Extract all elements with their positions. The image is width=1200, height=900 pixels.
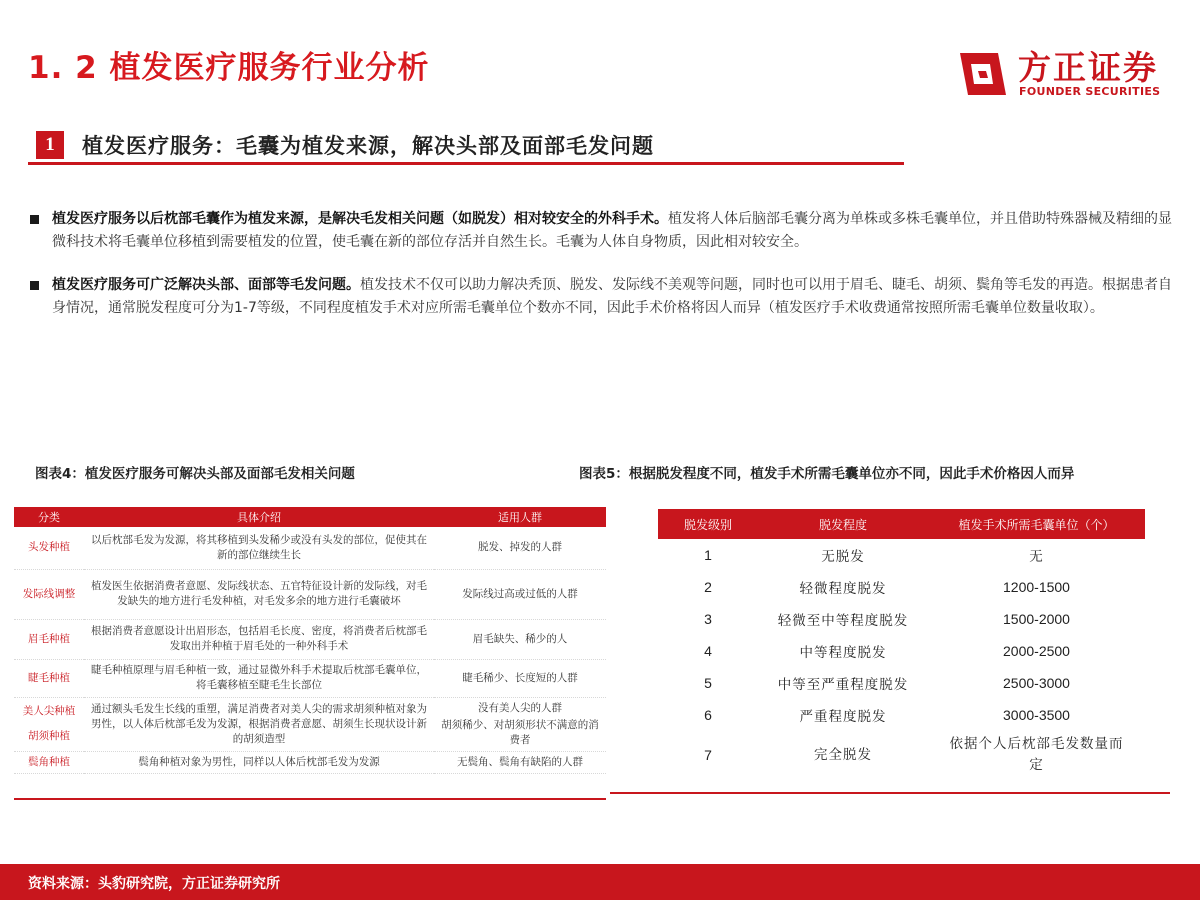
category-cell: 头发种植 (14, 527, 84, 569)
table-header-cell: 植发手术所需毛囊单位（个） (928, 509, 1145, 539)
level-cell: 2 (704, 579, 712, 595)
units-cell: 1200-1500 (1003, 579, 1070, 595)
intro-cell: 植发医生依据消费者意愿、发际线状态、五官特征设计新的发际线，对毛发缺失的地方进行毛发种植，对毛发多余的地方进行毛囊破坏 (84, 569, 434, 619)
category-cell: 睫毛种植 (14, 659, 84, 697)
table-row (658, 667, 1145, 699)
page-title: 1. 2 植发医疗服务行业分析 (28, 50, 430, 86)
table-header-row (14, 507, 606, 527)
logo-chinese-name: 方正证券 (1018, 48, 1158, 87)
degree-cell: 无脱发 (821, 549, 865, 565)
intro-cell: 通过额头毛发生长线的重塑，满足消费者对美人尖的需求胡须种植对象为男性，以人体后枕部毛发为发源，根据消费者意愿、胡须生长现状设计新的胡须造型 (84, 697, 434, 751)
figure4-bottom-rule (14, 798, 606, 800)
audience-cell: 发际线过高或过低的人群 (434, 569, 606, 619)
units-cell: 2000-2500 (1003, 643, 1070, 659)
audience-cell: 脱发、掉发的人群 (434, 527, 606, 569)
units-cell: 1500-2000 (1003, 611, 1070, 627)
table-row (658, 731, 1145, 779)
table-header-cell: 脱发级别 (658, 509, 758, 539)
units-cell: 依据个人后枕部毛发数量而定 (949, 736, 1124, 773)
founder-logo-icon (958, 47, 1008, 95)
degree-cell: 轻微程度脱发 (799, 581, 887, 597)
logo-english-name: FOUNDER SECURITIES (1019, 85, 1161, 98)
table-row (658, 603, 1145, 635)
bullet-body: 植发技术不仅可以助力解决秃顶、脱发、发际线不美观等问题，同时也可以用于眉毛、睫毛、胡须、鬓角等毛发的再造。根据患者自身情况，通常脱发程度可分为1-7等级，不同程度植发手术对应所需毛囊单位个数亦不同，因此手术价格将因人而异（植发医疗手术收费通常按照所需毛囊单位数量收取）。 (52, 277, 1172, 316)
footer-bar (0, 864, 1200, 900)
level-cell: 5 (704, 675, 712, 691)
audience-cell (434, 697, 606, 751)
audience-cell: 眉毛缺失、稀少的人 (434, 619, 606, 659)
table-header-row (658, 509, 1145, 539)
table-row (658, 699, 1145, 731)
bullet-list (28, 208, 1178, 340)
level-cell: 3 (704, 611, 712, 627)
intro-cell: 睫毛种植原理与眉毛种植一致，通过显微外科手术提取后枕部毛囊单位，将毛囊移植至睫毛生长部位 (84, 659, 434, 697)
footer-source: 资料来源：头豹研究院，方正证券研究所 (28, 876, 280, 892)
audience-label: 胡须稀少、对胡须形状不满意的消费者 (441, 718, 599, 746)
figure4-title: 图表4：植发医疗服务可解决头部及面部毛发相关问题 (35, 466, 355, 482)
degree-cell: 中等程度脱发 (799, 645, 887, 661)
table-row (14, 527, 606, 569)
table-row (658, 539, 1145, 571)
level-cell: 4 (704, 643, 712, 659)
degree-cell: 轻微至中等程度脱发 (777, 613, 909, 629)
degree-cell: 中等至严重程度脱发 (777, 677, 909, 693)
category-cell: 鬓角种植 (14, 751, 84, 773)
bullet-bold-lead: 植发医疗服务以后枕部毛囊作为植发来源，是解决毛发相关问题（如脱发）相对较安全的外科手术。 (52, 211, 668, 227)
section-header (28, 128, 904, 166)
bullet-item (28, 274, 1178, 320)
units-cell: 无 (1029, 549, 1044, 565)
company-logo (958, 45, 1163, 105)
category-cell: 眉毛种植 (14, 619, 84, 659)
figure4-table (14, 507, 606, 774)
intro-cell: 根据消费者意愿设计出眉形态，包括眉毛长度、密度，将消费者后枕部毛发取出并种植于眉毛处的一种外科手术 (84, 619, 434, 659)
table-header-cell: 适用人群 (434, 507, 606, 527)
table-row (658, 571, 1145, 603)
figure5-bottom-rule (610, 792, 1170, 794)
figure5-title: 图表5：根据脱发程度不同，植发手术所需毛囊单位亦不同，因此手术价格因人而异 (579, 466, 1075, 482)
table-header-cell: 分类 (14, 507, 84, 527)
intro-cell: 鬓角种植对象为男性，同样以人体后枕部毛发为发源 (84, 751, 434, 773)
category-label: 美人尖种植 (22, 705, 76, 717)
degree-cell: 完全脱发 (814, 746, 872, 763)
table-row (14, 659, 606, 697)
category-cell (14, 697, 84, 751)
audience-cell: 无鬓角、鬓角有缺陷的人群 (434, 751, 606, 773)
bullet-square-icon (30, 215, 39, 224)
level-cell: 7 (704, 746, 712, 763)
table-row (14, 697, 606, 751)
bullet-square-icon (30, 281, 39, 290)
figure5-table (658, 509, 1145, 779)
bullet-body: 植发将人体后脑部毛囊分离为单株或多株毛囊单位，并且借助特殊器械及精细的显微科技术将毛囊单位移植到需要植发的位置，使毛囊在新的部位存活并自然生长。毛囊为人体自身物质，因此相对较安全。 (52, 211, 1172, 250)
bullet-item (28, 208, 1178, 254)
intro-cell: 以后枕部毛发为发源，将其移植到头发稀少或没有头发的部位，促使其在新的部位继续生长 (84, 527, 434, 569)
units-cell: 2500-3000 (1003, 675, 1070, 691)
section-heading: 植发医疗服务：毛囊为植发来源，解决头部及面部毛发问题 (82, 133, 654, 158)
category-label: 胡须种植 (28, 730, 70, 742)
bullet-bold-lead: 植发医疗服务可广泛解决头部、面部等毛发问题。 (52, 277, 360, 293)
section-number-badge: 1 (36, 131, 64, 159)
level-cell: 6 (704, 707, 712, 723)
table-row (14, 569, 606, 619)
table-header-cell: 具体介绍 (84, 507, 434, 527)
degree-cell: 严重程度脱发 (799, 709, 887, 725)
table-row (658, 635, 1145, 667)
table-header-cell: 脱发程度 (758, 509, 928, 539)
audience-label: 没有美人尖的人群 (478, 701, 562, 714)
audience-cell: 睫毛稀少、长度短的人群 (434, 659, 606, 697)
table-row (14, 751, 606, 773)
level-cell: 1 (704, 547, 712, 563)
table-row (14, 619, 606, 659)
units-cell: 3000-3500 (1003, 707, 1070, 723)
category-cell: 发际线调整 (14, 569, 84, 619)
section-divider (28, 162, 904, 165)
